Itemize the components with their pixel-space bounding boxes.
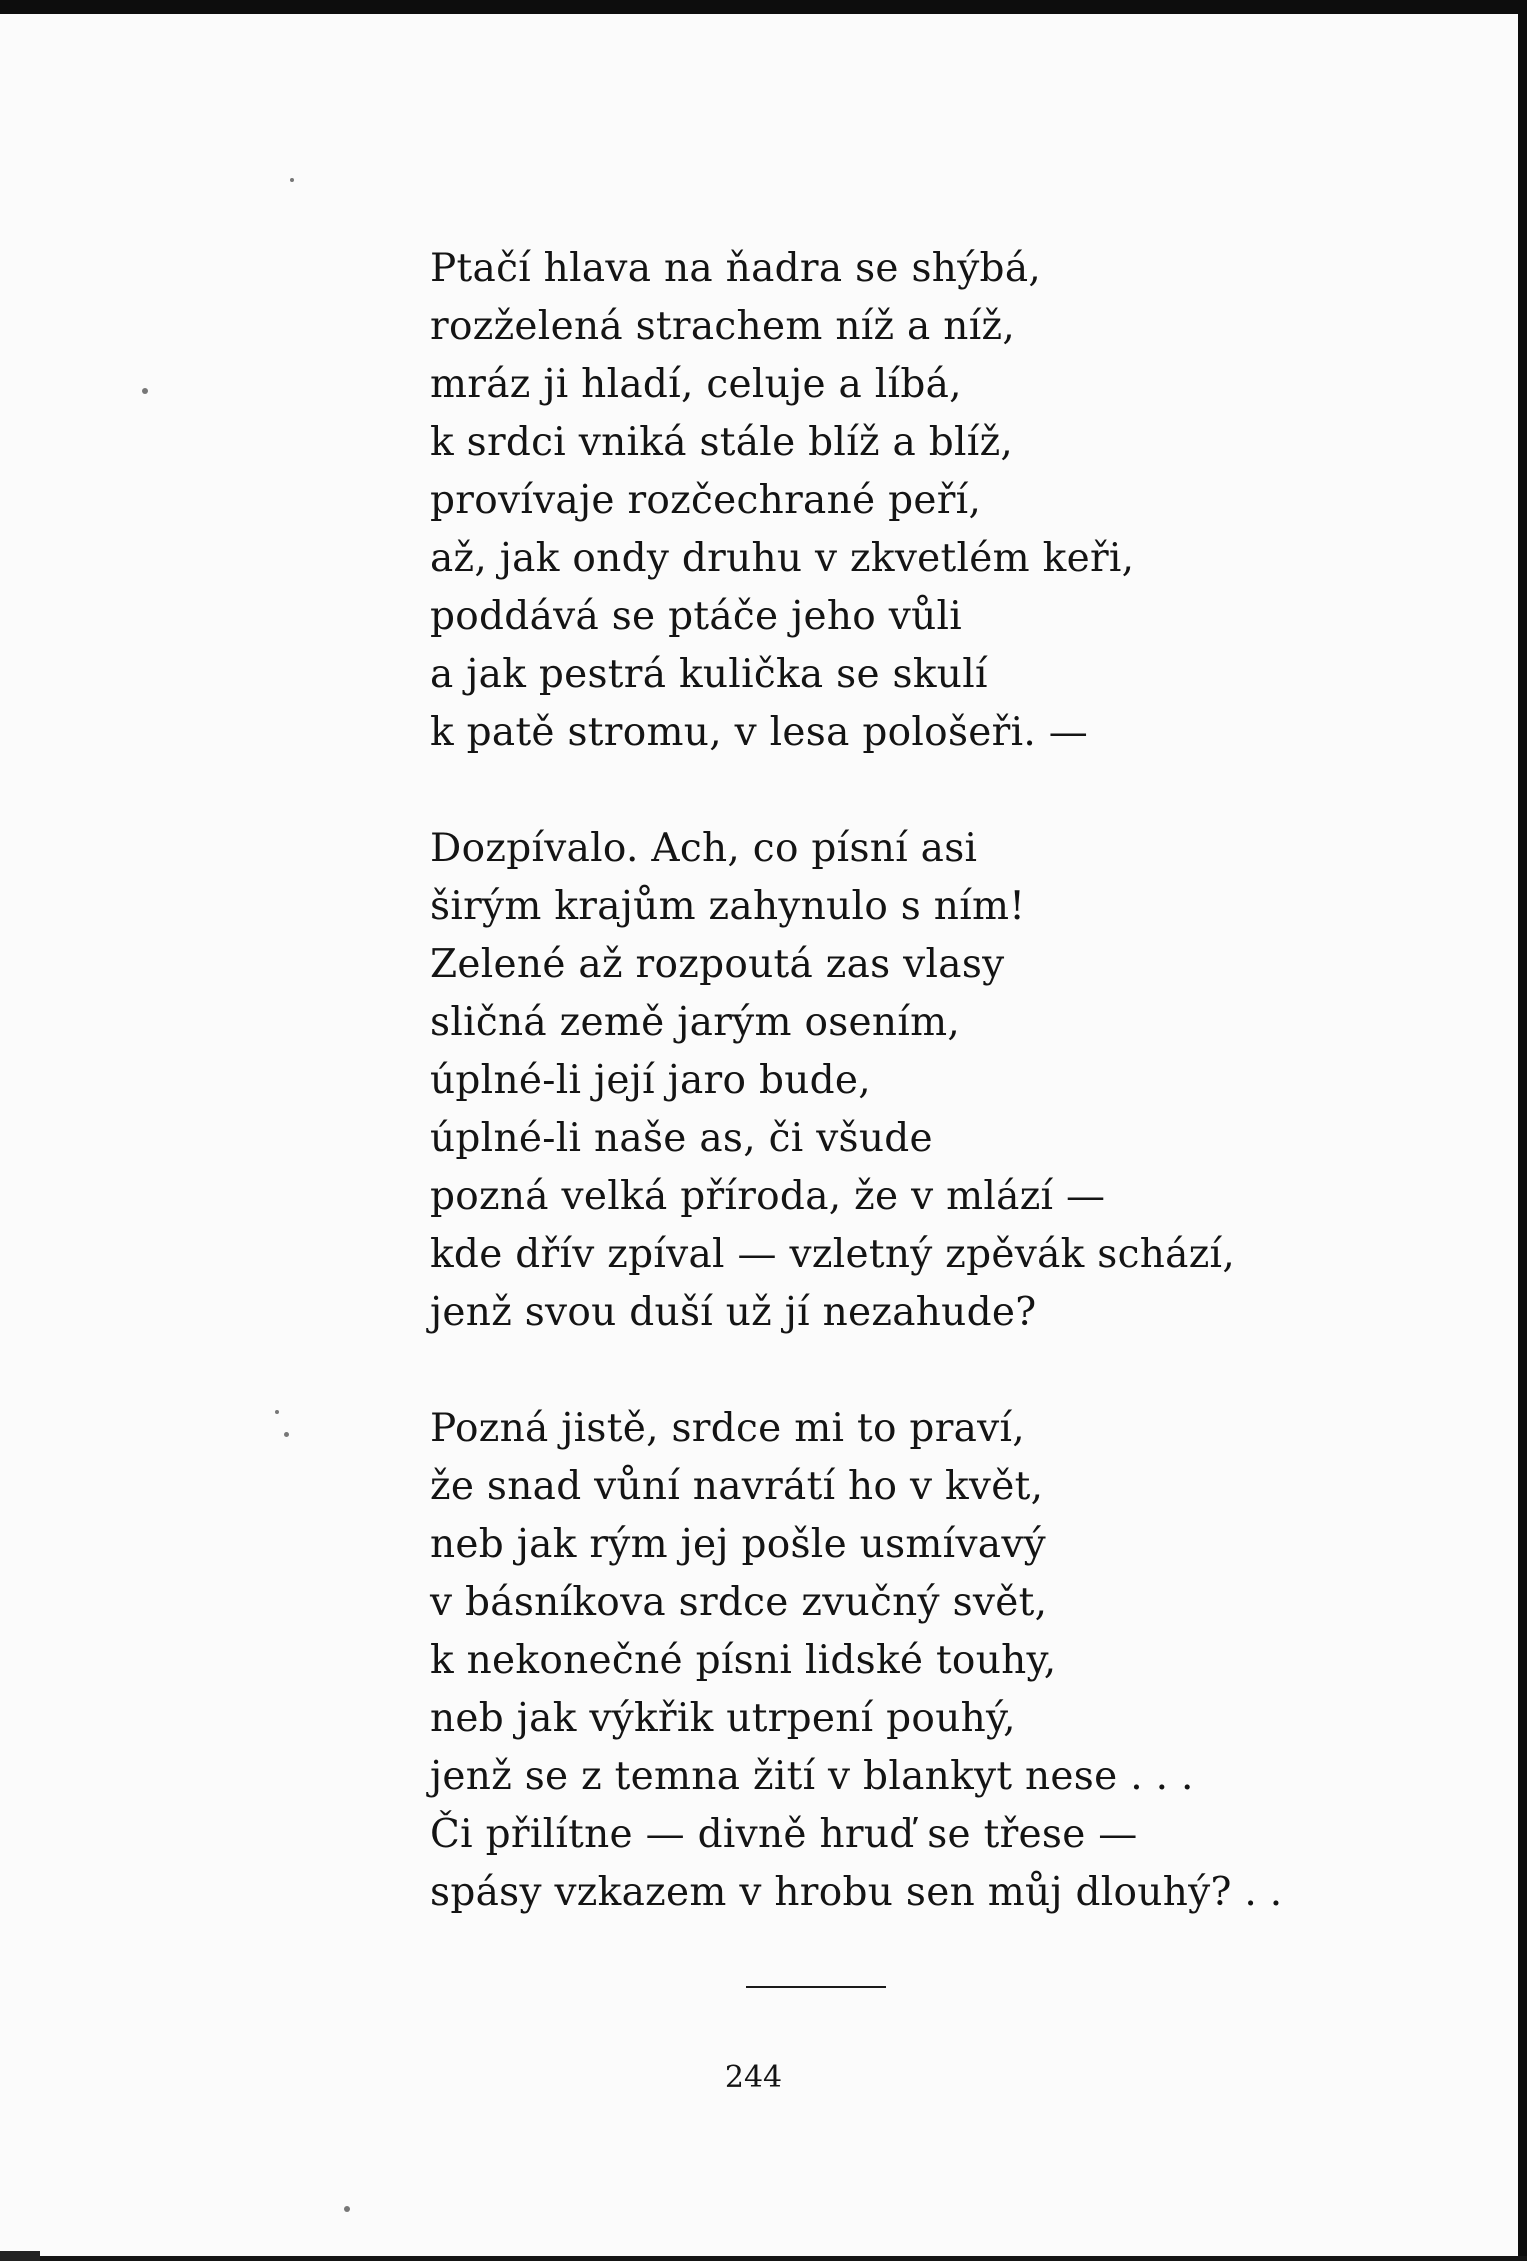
poem-line: až, jak ondy druhu v zkvetlém keři, — [430, 536, 1135, 581]
poem-line: širým krajům zahynulo s ním! — [430, 884, 1026, 929]
poem-text — [430, 240, 1430, 1980]
poem-line: úplné-li naše as, či všude — [430, 1116, 933, 1161]
scan-speck — [284, 1432, 289, 1437]
poem-line: sličná země jarým osením, — [430, 1000, 961, 1045]
scan-speck — [275, 1410, 279, 1414]
poem-line: Pozná jistě, srdce mi to praví, — [430, 1406, 1025, 1451]
poem-line: Ptačí hlava na ňadra se shýbá, — [430, 246, 1042, 291]
poem-line: rozželená strachem níž a níž, — [430, 304, 1016, 349]
poem-line: k nekonečné písni lidské touhy, — [430, 1638, 1057, 1683]
poem-line: neb jak rým jej pošle usmívavý — [430, 1522, 1046, 1567]
closing-rule — [746, 1986, 886, 1988]
poem-line: pozná velká příroda, že v mlází — — [430, 1174, 1106, 1219]
poem-line: Zelené až rozpoutá zas vlasy — [430, 942, 1005, 987]
poem-line: neb jak výkřik utrpení pouhý, — [430, 1696, 1016, 1741]
poem-line: úplné-li její jaro bude, — [430, 1058, 871, 1103]
poem-line: jenž se z temna žití v blankyt nese . . . — [430, 1754, 1194, 1799]
stanza-2 — [430, 820, 1430, 1342]
poem-line: kde dřív zpíval — vzletný zpěvák schází, — [430, 1232, 1236, 1277]
poem-line: jenž svou duší už jí nezahude? — [430, 1290, 1037, 1335]
poem-line: Dozpívalo. Ach, co písní asi — [430, 826, 978, 871]
scan-speck — [344, 2206, 350, 2212]
poem-line: provívaje rozčechrané peří, — [430, 478, 982, 523]
stanza-1 — [430, 240, 1430, 762]
scan-edge-top — [0, 0, 1527, 14]
scan-edge-right — [1518, 0, 1527, 2261]
poem-line: že snad vůní navrátí ho v květ, — [430, 1464, 1044, 1509]
poem-line: spásy vzkazem v hrobu sen můj dlouhý? . . — [430, 1870, 1283, 1915]
scan-edge-bottom — [0, 2256, 1527, 2261]
poem-line: Či přilítne — divně hruď se třese — — [430, 1812, 1138, 1857]
poem-line: poddává se ptáče jeho vůli — [430, 594, 963, 639]
scan-speck — [142, 388, 148, 394]
page-number: 244 — [724, 2060, 783, 2095]
scan-speck — [290, 178, 294, 182]
poem-line: v básníkova srdce zvučný svět, — [430, 1580, 1048, 1625]
poem-line: k srdci vniká stále blíž a blíž, — [430, 420, 1014, 465]
scan-edge-corner — [0, 2251, 40, 2261]
poem-line: k patě stromu, v lesa pološeři. — — [430, 710, 1089, 755]
stanza-3 — [430, 1400, 1430, 1922]
poem-line: a jak pestrá kulička se skulí — [430, 652, 988, 697]
poem-line: mráz ji hladí, celuje a líbá, — [430, 362, 962, 407]
